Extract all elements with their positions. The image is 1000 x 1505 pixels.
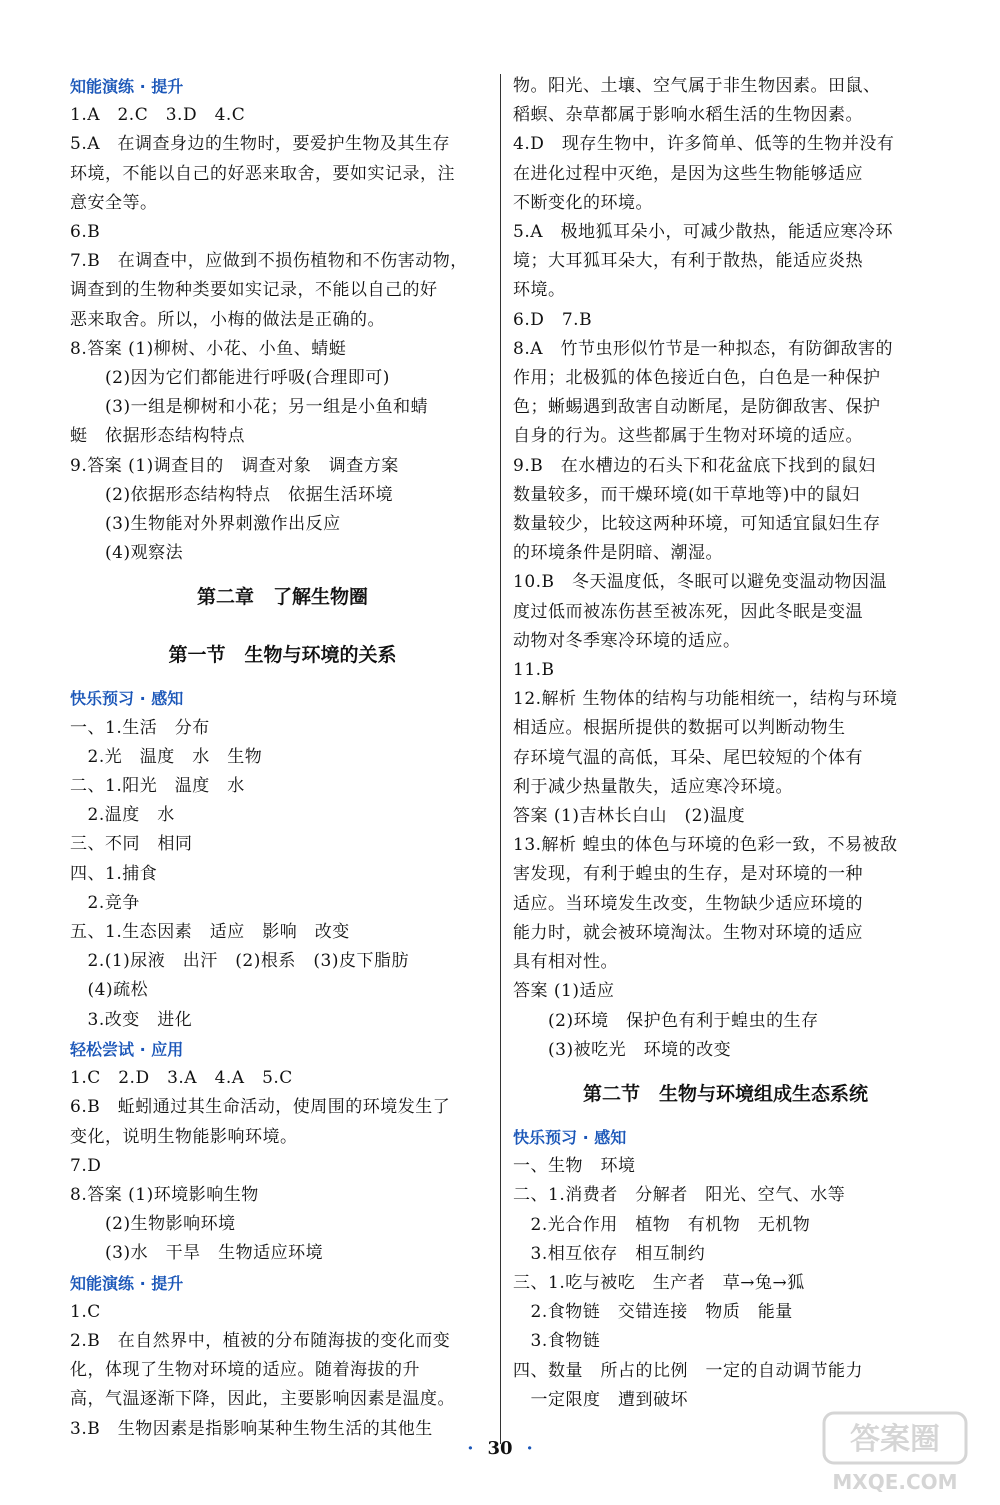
text-line: (4)疏松	[70, 980, 149, 1001]
text-line: 相适应。根据所提供的数据可以判断动物生	[513, 718, 846, 739]
text-line: 恶来取舍。所以，小梅的做法是正确的。	[70, 309, 385, 330]
text-line: 变化，说明生物能影响环境。	[70, 1126, 298, 1147]
text-line: (2)环境 保护色有利于蝗虫的生存	[513, 1010, 819, 1031]
text-line: 2.B 在自然界中，植被的分布随海拔的变化而变	[70, 1330, 451, 1351]
text-line: 11.B	[513, 660, 555, 681]
text-line: 3.改变 进化	[70, 1009, 193, 1030]
text-line: 6.D 7.B	[513, 309, 593, 330]
text-line: 12.解析 生物体的结构与功能相统一，结构与环境	[513, 689, 898, 710]
text-line: (3)被吃光 环境的改变	[513, 1039, 732, 1060]
text-line: 不断变化的环境。	[513, 192, 653, 213]
text-line: 动物对冬季寒冷环境的适应。	[513, 630, 741, 651]
text-line: 的环境条件是阴暗、潮湿。	[513, 543, 723, 564]
section-heading: 快乐预习 · 感知	[513, 1127, 627, 1147]
text-line: 4.D 现存生物中，许多简单、低等的生物并没有	[513, 134, 895, 155]
text-line: 一、生物 环境	[513, 1156, 636, 1177]
text-line: 度过低而被冻伤甚至被冻死，因此冬眠是变温	[513, 601, 863, 622]
text-line: 1.C	[70, 1301, 101, 1322]
text-line: 四、1.捕食	[70, 863, 158, 884]
text-line: 2.(1)尿液 出汗 (2)根系 (3)皮下脂肪	[70, 951, 409, 972]
text-line: 9.答案 (1)调查目的 调查对象 调查方案	[70, 455, 399, 476]
text-line: 害发现，有利于蝗虫的生存，是对环境的一种	[513, 864, 863, 885]
text-line: 利于减少热量散失，适应寒冷环境。	[513, 776, 793, 797]
section-heading: 知能演练 · 提升	[70, 77, 184, 96]
text-line: 3.B 生物因素是指影响某种生物生活的其他生	[70, 1418, 433, 1439]
text-line: 7.B 在调查中，应做到不损伤植物和不伤害动物，	[70, 251, 468, 272]
text-line: 2.食物链 交错连接 物质 能量	[513, 1302, 793, 1323]
chapter-heading: 第二节 生物与环境组成生态系统	[582, 1082, 868, 1105]
text-line: 数量较多，而干燥环境(如干草地等)中的鼠妇	[513, 484, 860, 505]
chapter-heading: 第二章 了解生物圈	[196, 586, 368, 609]
text-line: 作用；北极狐的体色接近白色，白色是一种保护	[513, 368, 881, 389]
text-line: (4)观察法	[70, 543, 184, 564]
text-line: 蜓 依据形态结构特点	[70, 426, 245, 447]
text-line: 5.A 极地狐耳朵小，可减少散热，能适应寒冷环	[513, 222, 893, 243]
text-line: 三、不同 相同	[70, 834, 193, 855]
page-number: · 30 ·	[467, 1438, 533, 1459]
text-line: (3)水 干旱 生物适应环境	[70, 1243, 324, 1264]
text-line: 答案 (1)吉林长白山 (2)温度	[513, 806, 746, 827]
text-line: 在进化过程中灭绝，是因为这些生物能够适应	[513, 163, 863, 184]
text-line: 6.B 蚯蚓通过其生命活动，使周围的环境发生了	[70, 1097, 451, 1118]
text-line: 2.光 温度 水 生物	[70, 746, 263, 767]
text-line: 调查到的生物种类要如实记录，不能以自己的好	[70, 280, 438, 301]
text-line: 5.A 在调查身边的生物时，要爱护生物及其生存	[70, 134, 450, 155]
watermark-top: 答案圈	[850, 1422, 940, 1457]
text-line: 物。阳光、土壤、空气属于非生物因素。田鼠、	[513, 76, 881, 96]
watermark-logo	[820, 1407, 970, 1497]
text-line: 存环境气温的高低，耳朵、尾巴较短的个体有	[513, 747, 863, 768]
column-divider	[500, 74, 501, 1444]
text-line: (2)生物影响环境	[70, 1214, 236, 1235]
text-line: 13.解析 蝗虫的体色与环境的色彩一致，不易被敌	[513, 835, 898, 856]
text-line: 具有相对性。	[513, 952, 618, 973]
watermark-bottom: MXQE.COM	[832, 1470, 958, 1494]
text-line: 四、数量 所占的比例 一定的自动调节能力	[513, 1360, 863, 1381]
text-line: 1.A 2.C 3.D 4.C	[70, 105, 246, 126]
text-line: 7.D	[70, 1155, 102, 1176]
text-line: 数量较少，比较这两种环境，可知适宜鼠妇生存	[513, 514, 881, 535]
text-line: 能力时，就会被环境淘汰。生物对环境的适应	[513, 922, 863, 943]
chapter-heading: 第一节 生物与环境的关系	[168, 644, 397, 667]
text-line: 2.温度 水	[70, 805, 175, 826]
right-column	[513, 72, 938, 1415]
text-line: 环境。	[513, 280, 566, 301]
text-line: 境；大耳狐耳朵大，有利于散热，能适应炎热	[513, 251, 863, 272]
text-line: 色；蜥蜴遇到敌害自动断尾，是防御敌害、保护	[513, 397, 881, 418]
text-line: 8.答案 (1)柳树、小花、小鱼、蜻蜓	[70, 338, 347, 359]
text-line: 3.食物链	[513, 1331, 601, 1352]
left-column	[70, 72, 495, 1444]
text-line: 6.B	[70, 222, 101, 243]
text-line: 自身的行为。这些都属于生物对环境的适应。	[513, 426, 863, 447]
text-line: (2)因为它们都能进行呼吸(合理即可)	[70, 368, 390, 389]
text-line: 环境，不能以自己的好恶来取舍，要如实记录，注	[70, 163, 455, 184]
text-line: 8.答案 (1)环境影响生物	[70, 1184, 259, 1205]
text-line: 二、1.阳光 温度 水	[70, 776, 245, 797]
text-line: 9.B 在水槽边的石头下和花盆底下找到的鼠妇	[513, 455, 876, 476]
text-line: 3.相互依存 相互制约	[513, 1243, 706, 1264]
section-heading: 快乐预习 · 感知	[70, 689, 184, 709]
text-line: 适应。当环境发生改变，生物缺少适应环境的	[513, 893, 863, 914]
page-number-value: 30	[487, 1438, 513, 1459]
text-line: (3)一组是柳树和小花；另一组是小鱼和蜻	[70, 397, 429, 418]
text-line: (3)生物能对外界刺激作出反应	[70, 514, 341, 535]
text-line: (2)依据形态结构特点 依据生活环境	[70, 484, 394, 505]
text-line: 1.C 2.D 3.A 4.A 5.C	[70, 1068, 293, 1089]
text-line: 一定限度 遭到破坏	[513, 1389, 688, 1410]
text-line: 一、1.生活 分布	[70, 717, 210, 738]
section-heading: 轻松尝试 · 应用	[70, 1039, 184, 1059]
text-line: 答案 (1)适应	[513, 981, 615, 1002]
text-line: 意安全等。	[70, 192, 158, 213]
text-line: 化，体现了生物对环境的适应。随着海拔的升	[70, 1360, 420, 1381]
text-line: 高，气温逐渐下降，因此，主要影响因素是温度。	[70, 1389, 455, 1410]
text-line: 三、1.吃与被吃 生产者 草→兔→狐	[513, 1272, 805, 1293]
text-line: 10.B 冬天温度低，冬眠可以避免变温动物因温	[513, 572, 888, 593]
text-line: 二、1.消费者 分解者 阳光、空气、水等	[513, 1185, 846, 1206]
text-line: 2.竞争	[70, 892, 140, 913]
text-line: 2.光合作用 植物 有机物 无机物	[513, 1214, 811, 1235]
text-line: 稻螟、杂草都属于影响水稻生活的生物因素。	[513, 105, 863, 126]
text-line: 8.A 竹节虫形似竹节是一种拟态，有防御敌害的	[513, 338, 893, 359]
text-line: 五、1.生态因素 适应 影响 改变	[70, 922, 350, 943]
section-heading: 知能演练 · 提升	[70, 1273, 184, 1293]
